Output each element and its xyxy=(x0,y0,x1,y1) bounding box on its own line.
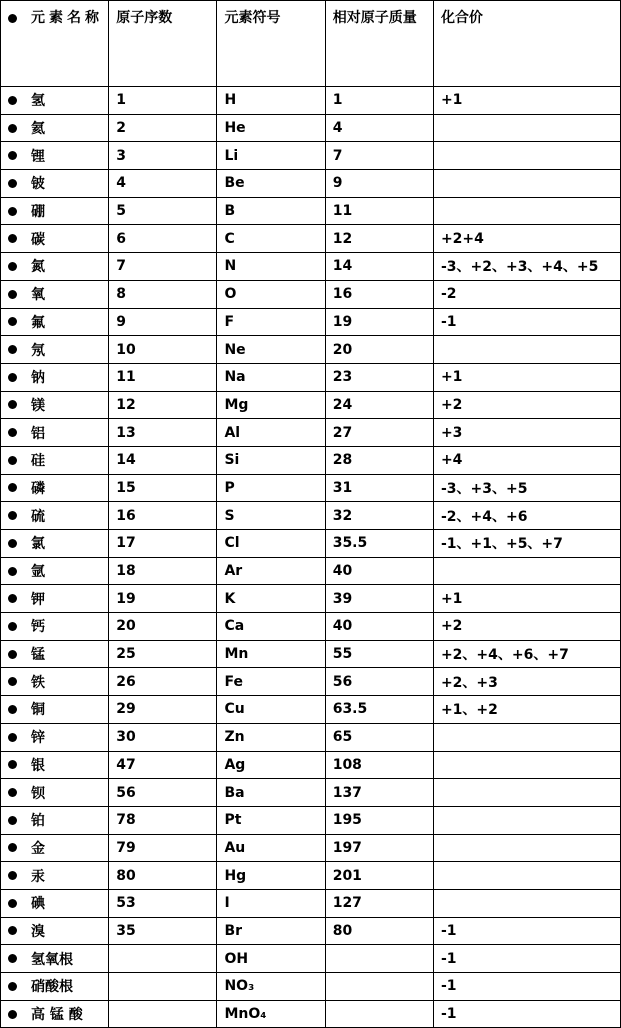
cell-element-name xyxy=(1,945,109,973)
cell-atomic-mass: 195 xyxy=(325,806,433,834)
cell-atomic-number: 18 xyxy=(109,557,217,585)
table-row xyxy=(1,253,621,281)
cell-atomic-mass: 31 xyxy=(325,474,433,502)
element-name: 钾 xyxy=(31,591,45,608)
bullet-icon xyxy=(8,179,17,188)
table-row xyxy=(1,723,621,751)
cell-element-symbol: Pt xyxy=(217,806,325,834)
table-row xyxy=(1,585,621,613)
bullet-icon xyxy=(8,234,17,243)
cell-atomic-mass: 32 xyxy=(325,502,433,530)
bullet-icon xyxy=(8,456,17,465)
table-row xyxy=(1,889,621,917)
cell-atomic-number: 8 xyxy=(109,280,217,308)
element-name: 溴 xyxy=(31,923,45,940)
cell-element-name xyxy=(1,114,109,142)
cell-element-symbol: Na xyxy=(217,363,325,391)
cell-element-symbol: Mg xyxy=(217,391,325,419)
cell-valence: +2+4 xyxy=(433,225,620,253)
cell-element-symbol: MnO₄ xyxy=(217,1000,325,1028)
cell-valence: -3、+2、+3、+4、+5 xyxy=(433,253,620,281)
cell-element-symbol: S xyxy=(217,502,325,530)
cell-element-name xyxy=(1,363,109,391)
element-name: 氯 xyxy=(31,536,45,553)
cell-element-symbol: Li xyxy=(217,142,325,170)
cell-element-symbol: NO₃ xyxy=(217,973,325,1001)
cell-atomic-mass: 137 xyxy=(325,779,433,807)
bullet-icon xyxy=(8,428,17,437)
table-row xyxy=(1,751,621,779)
cell-element-symbol: I xyxy=(217,889,325,917)
cell-atomic-number xyxy=(109,945,217,973)
element-name: 硫 xyxy=(31,508,45,525)
element-name: 硅 xyxy=(31,453,45,470)
cell-valence: +2、+4、+6、+7 xyxy=(433,640,620,668)
cell-valence: -2 xyxy=(433,280,620,308)
cell-valence: -1 xyxy=(433,945,620,973)
cell-element-name xyxy=(1,391,109,419)
bullet-icon xyxy=(8,788,17,797)
cell-atomic-mass: 65 xyxy=(325,723,433,751)
cell-element-symbol: Fe xyxy=(217,668,325,696)
table-row xyxy=(1,696,621,724)
cell-atomic-mass: 16 xyxy=(325,280,433,308)
cell-atomic-number: 47 xyxy=(109,751,217,779)
cell-atomic-number: 29 xyxy=(109,696,217,724)
cell-atomic-number: 5 xyxy=(109,197,217,225)
table-row xyxy=(1,363,621,391)
cell-atomic-number: 7 xyxy=(109,253,217,281)
bullet-icon xyxy=(8,760,17,769)
table-row xyxy=(1,1000,621,1028)
cell-element-name xyxy=(1,557,109,585)
cell-element-name xyxy=(1,613,109,641)
table-row xyxy=(1,308,621,336)
cell-atomic-mass: 11 xyxy=(325,197,433,225)
table-row xyxy=(1,391,621,419)
cell-valence: +1 xyxy=(433,585,620,613)
table-row xyxy=(1,225,621,253)
cell-atomic-number: 14 xyxy=(109,446,217,474)
table-row xyxy=(1,197,621,225)
cell-atomic-number: 12 xyxy=(109,391,217,419)
bullet-icon xyxy=(8,982,17,991)
cell-atomic-number: 9 xyxy=(109,308,217,336)
table-row xyxy=(1,806,621,834)
bullet-icon xyxy=(8,622,17,631)
bullet-icon xyxy=(8,594,17,603)
table-row xyxy=(1,668,621,696)
cell-element-name xyxy=(1,585,109,613)
bullet-icon xyxy=(8,124,17,133)
element-name: 高 锰 酸 xyxy=(31,1007,83,1024)
cell-element-symbol: F xyxy=(217,308,325,336)
cell-atomic-mass: 40 xyxy=(325,557,433,585)
bullet-icon xyxy=(8,373,17,382)
cell-element-symbol: Ag xyxy=(217,751,325,779)
cell-element-symbol: N xyxy=(217,253,325,281)
cell-valence: -1 xyxy=(433,308,620,336)
element-name: 氢氧根 xyxy=(31,951,73,968)
cell-element-name xyxy=(1,917,109,945)
cell-atomic-number: 30 xyxy=(109,723,217,751)
element-name: 硼 xyxy=(31,204,45,221)
cell-valence xyxy=(433,197,620,225)
table-row xyxy=(1,779,621,807)
cell-element-symbol: Cu xyxy=(217,696,325,724)
table-row xyxy=(1,917,621,945)
table-row xyxy=(1,530,621,558)
bullet-icon xyxy=(8,400,17,409)
cell-valence: +1、+2 xyxy=(433,696,620,724)
cell-element-name xyxy=(1,751,109,779)
cell-element-name xyxy=(1,308,109,336)
cell-atomic-number: 16 xyxy=(109,502,217,530)
element-name: 硝酸根 xyxy=(31,979,73,996)
cell-atomic-mass: 197 xyxy=(325,834,433,862)
cell-valence xyxy=(433,751,620,779)
bullet-icon xyxy=(8,871,17,880)
cell-element-name xyxy=(1,779,109,807)
cell-atomic-number: 20 xyxy=(109,613,217,641)
cell-element-name xyxy=(1,889,109,917)
cell-valence xyxy=(433,336,620,364)
table-row xyxy=(1,170,621,198)
cell-element-symbol: Hg xyxy=(217,862,325,890)
cell-valence: +1 xyxy=(433,87,620,115)
table-row xyxy=(1,973,621,1001)
cell-valence: -1 xyxy=(433,1000,620,1028)
element-name: 磷 xyxy=(31,480,45,497)
element-name: 锌 xyxy=(31,730,45,747)
cell-valence: +4 xyxy=(433,446,620,474)
cell-valence: -1、+1、+5、+7 xyxy=(433,530,620,558)
cell-atomic-number: 13 xyxy=(109,419,217,447)
cell-element-name xyxy=(1,474,109,502)
cell-element-symbol: H xyxy=(217,87,325,115)
element-name: 铜 xyxy=(31,702,45,719)
cell-element-symbol: K xyxy=(217,585,325,613)
element-name: 铍 xyxy=(31,176,45,193)
element-name: 氧 xyxy=(31,287,45,304)
cell-element-name xyxy=(1,142,109,170)
table-row xyxy=(1,502,621,530)
cell-valence xyxy=(433,806,620,834)
cell-element-symbol: OH xyxy=(217,945,325,973)
cell-valence xyxy=(433,834,620,862)
cell-atomic-number: 10 xyxy=(109,336,217,364)
cell-atomic-mass: 20 xyxy=(325,336,433,364)
bullet-icon xyxy=(8,290,17,299)
element-name: 钙 xyxy=(31,619,45,636)
element-name: 锂 xyxy=(31,148,45,165)
cell-valence xyxy=(433,723,620,751)
element-name: 锰 xyxy=(31,647,45,664)
cell-element-name xyxy=(1,225,109,253)
cell-element-name xyxy=(1,640,109,668)
cell-valence xyxy=(433,779,620,807)
cell-element-symbol: Be xyxy=(217,170,325,198)
table-row xyxy=(1,640,621,668)
element-name: 氖 xyxy=(31,342,45,359)
cell-element-symbol: Mn xyxy=(217,640,325,668)
cell-atomic-mass: 108 xyxy=(325,751,433,779)
bullet-icon xyxy=(8,899,17,908)
cell-element-symbol: Br xyxy=(217,917,325,945)
cell-atomic-mass xyxy=(325,973,433,1001)
cell-atomic-mass: 19 xyxy=(325,308,433,336)
table-header-row xyxy=(1,1,621,87)
bullet-icon xyxy=(8,539,17,548)
cell-element-name xyxy=(1,197,109,225)
cell-atomic-mass xyxy=(325,1000,433,1028)
cell-element-name xyxy=(1,502,109,530)
cell-atomic-number: 15 xyxy=(109,474,217,502)
element-name: 氟 xyxy=(31,314,45,331)
cell-atomic-number: 1 xyxy=(109,87,217,115)
element-name: 金 xyxy=(31,840,45,857)
cell-atomic-number: 56 xyxy=(109,779,217,807)
element-name: 银 xyxy=(31,757,45,774)
cell-element-symbol: C xyxy=(217,225,325,253)
cell-element-name xyxy=(1,446,109,474)
bullet-icon xyxy=(8,96,17,105)
table-row xyxy=(1,474,621,502)
cell-atomic-number: 3 xyxy=(109,142,217,170)
bullet-icon xyxy=(8,262,17,271)
table-row xyxy=(1,613,621,641)
table-row xyxy=(1,142,621,170)
cell-atomic-number xyxy=(109,1000,217,1028)
cell-element-name xyxy=(1,280,109,308)
cell-atomic-mass: 40 xyxy=(325,613,433,641)
cell-atomic-mass: 80 xyxy=(325,917,433,945)
header-valence: 化合价 xyxy=(433,1,620,87)
element-name: 镁 xyxy=(31,397,45,414)
cell-atomic-number: 11 xyxy=(109,363,217,391)
element-name: 钠 xyxy=(31,370,45,387)
table-row xyxy=(1,419,621,447)
cell-element-symbol: Al xyxy=(217,419,325,447)
element-name: 钡 xyxy=(31,785,45,802)
cell-element-symbol: He xyxy=(217,114,325,142)
cell-valence: -2、+4、+6 xyxy=(433,502,620,530)
bullet-icon xyxy=(8,14,17,23)
cell-atomic-mass: 4 xyxy=(325,114,433,142)
cell-atomic-number: 26 xyxy=(109,668,217,696)
cell-element-name xyxy=(1,419,109,447)
cell-atomic-mass: 55 xyxy=(325,640,433,668)
table-row xyxy=(1,87,621,115)
cell-valence: +2 xyxy=(433,391,620,419)
cell-atomic-mass: 1 xyxy=(325,87,433,115)
cell-element-name xyxy=(1,862,109,890)
cell-atomic-number: 79 xyxy=(109,834,217,862)
cell-atomic-number: 78 xyxy=(109,806,217,834)
cell-valence xyxy=(433,114,620,142)
cell-atomic-mass: 56 xyxy=(325,668,433,696)
table-row xyxy=(1,446,621,474)
element-name: 氮 xyxy=(31,259,45,276)
cell-element-name xyxy=(1,723,109,751)
cell-element-symbol: P xyxy=(217,474,325,502)
bullet-icon xyxy=(8,816,17,825)
cell-element-symbol: Au xyxy=(217,834,325,862)
cell-atomic-number: 80 xyxy=(109,862,217,890)
cell-atomic-mass: 27 xyxy=(325,419,433,447)
cell-element-symbol: Cl xyxy=(217,530,325,558)
cell-element-symbol: Ba xyxy=(217,779,325,807)
element-name: 氩 xyxy=(31,564,45,581)
cell-element-symbol: Zn xyxy=(217,723,325,751)
cell-element-name xyxy=(1,530,109,558)
cell-element-name xyxy=(1,336,109,364)
cell-element-name xyxy=(1,696,109,724)
cell-element-name xyxy=(1,170,109,198)
element-name: 氦 xyxy=(31,121,45,138)
cell-atomic-number: 17 xyxy=(109,530,217,558)
cell-valence: +3 xyxy=(433,419,620,447)
cell-element-symbol: Ca xyxy=(217,613,325,641)
bullet-icon xyxy=(8,677,17,686)
cell-atomic-number: 2 xyxy=(109,114,217,142)
cell-element-symbol: B xyxy=(217,197,325,225)
table-row xyxy=(1,862,621,890)
element-name: 碳 xyxy=(31,231,45,248)
cell-atomic-mass: 35.5 xyxy=(325,530,433,558)
cell-valence: -1 xyxy=(433,973,620,1001)
cell-element-name xyxy=(1,87,109,115)
bullet-icon xyxy=(8,843,17,852)
header-atomic-mass: 相对原子质量 xyxy=(325,1,433,87)
bullet-icon xyxy=(8,207,17,216)
table-row xyxy=(1,557,621,585)
cell-atomic-number: 53 xyxy=(109,889,217,917)
cell-atomic-number: 6 xyxy=(109,225,217,253)
bullet-icon xyxy=(8,954,17,963)
cell-element-symbol: O xyxy=(217,280,325,308)
cell-atomic-mass: 201 xyxy=(325,862,433,890)
cell-element-name xyxy=(1,668,109,696)
cell-element-name xyxy=(1,253,109,281)
cell-atomic-mass: 39 xyxy=(325,585,433,613)
cell-valence: +2、+3 xyxy=(433,668,620,696)
element-name: 铁 xyxy=(31,674,45,691)
cell-element-symbol: Si xyxy=(217,446,325,474)
header-atomic-number: 原子序数 xyxy=(109,1,217,87)
table-row xyxy=(1,280,621,308)
element-name: 汞 xyxy=(31,868,45,885)
table-row xyxy=(1,945,621,973)
cell-element-name xyxy=(1,1000,109,1028)
cell-valence xyxy=(433,142,620,170)
bullet-icon xyxy=(8,1010,17,1019)
cell-atomic-number: 35 xyxy=(109,917,217,945)
bullet-icon xyxy=(8,650,17,659)
bullet-icon xyxy=(8,345,17,354)
bullet-icon xyxy=(8,483,17,492)
cell-element-symbol: Ar xyxy=(217,557,325,585)
cell-atomic-mass: 24 xyxy=(325,391,433,419)
element-name: 氢 xyxy=(31,93,45,110)
bullet-icon xyxy=(8,926,17,935)
cell-valence: +2 xyxy=(433,613,620,641)
cell-atomic-number: 4 xyxy=(109,170,217,198)
table-row xyxy=(1,114,621,142)
bullet-icon xyxy=(8,567,17,576)
element-name: 碘 xyxy=(31,896,45,913)
bullet-icon xyxy=(8,511,17,520)
cell-atomic-mass: 63.5 xyxy=(325,696,433,724)
header-element-name: 元素名称 xyxy=(1,1,109,87)
cell-atomic-mass: 28 xyxy=(325,446,433,474)
cell-valence xyxy=(433,889,620,917)
cell-atomic-mass: 14 xyxy=(325,253,433,281)
element-name: 铝 xyxy=(31,425,45,442)
cell-atomic-number: 19 xyxy=(109,585,217,613)
cell-atomic-mass: 9 xyxy=(325,170,433,198)
cell-atomic-mass: 23 xyxy=(325,363,433,391)
cell-element-name xyxy=(1,806,109,834)
cell-valence: +1 xyxy=(433,363,620,391)
cell-atomic-mass: 12 xyxy=(325,225,433,253)
cell-atomic-mass xyxy=(325,945,433,973)
bullet-icon xyxy=(8,733,17,742)
table-row xyxy=(1,834,621,862)
cell-valence xyxy=(433,862,620,890)
bullet-icon xyxy=(8,317,17,326)
cell-atomic-number xyxy=(109,973,217,1001)
cell-valence xyxy=(433,170,620,198)
header-element-symbol: 元素符号 xyxy=(217,1,325,87)
cell-atomic-mass: 127 xyxy=(325,889,433,917)
cell-atomic-number: 25 xyxy=(109,640,217,668)
cell-element-name xyxy=(1,834,109,862)
bullet-icon xyxy=(8,151,17,160)
element-name: 铂 xyxy=(31,813,45,830)
table-row xyxy=(1,336,621,364)
bullet-icon xyxy=(8,705,17,714)
cell-valence xyxy=(433,557,620,585)
cell-element-name xyxy=(1,973,109,1001)
cell-element-symbol: Ne xyxy=(217,336,325,364)
cell-valence: -3、+3、+5 xyxy=(433,474,620,502)
cell-atomic-mass: 7 xyxy=(325,142,433,170)
cell-valence: -1 xyxy=(433,917,620,945)
